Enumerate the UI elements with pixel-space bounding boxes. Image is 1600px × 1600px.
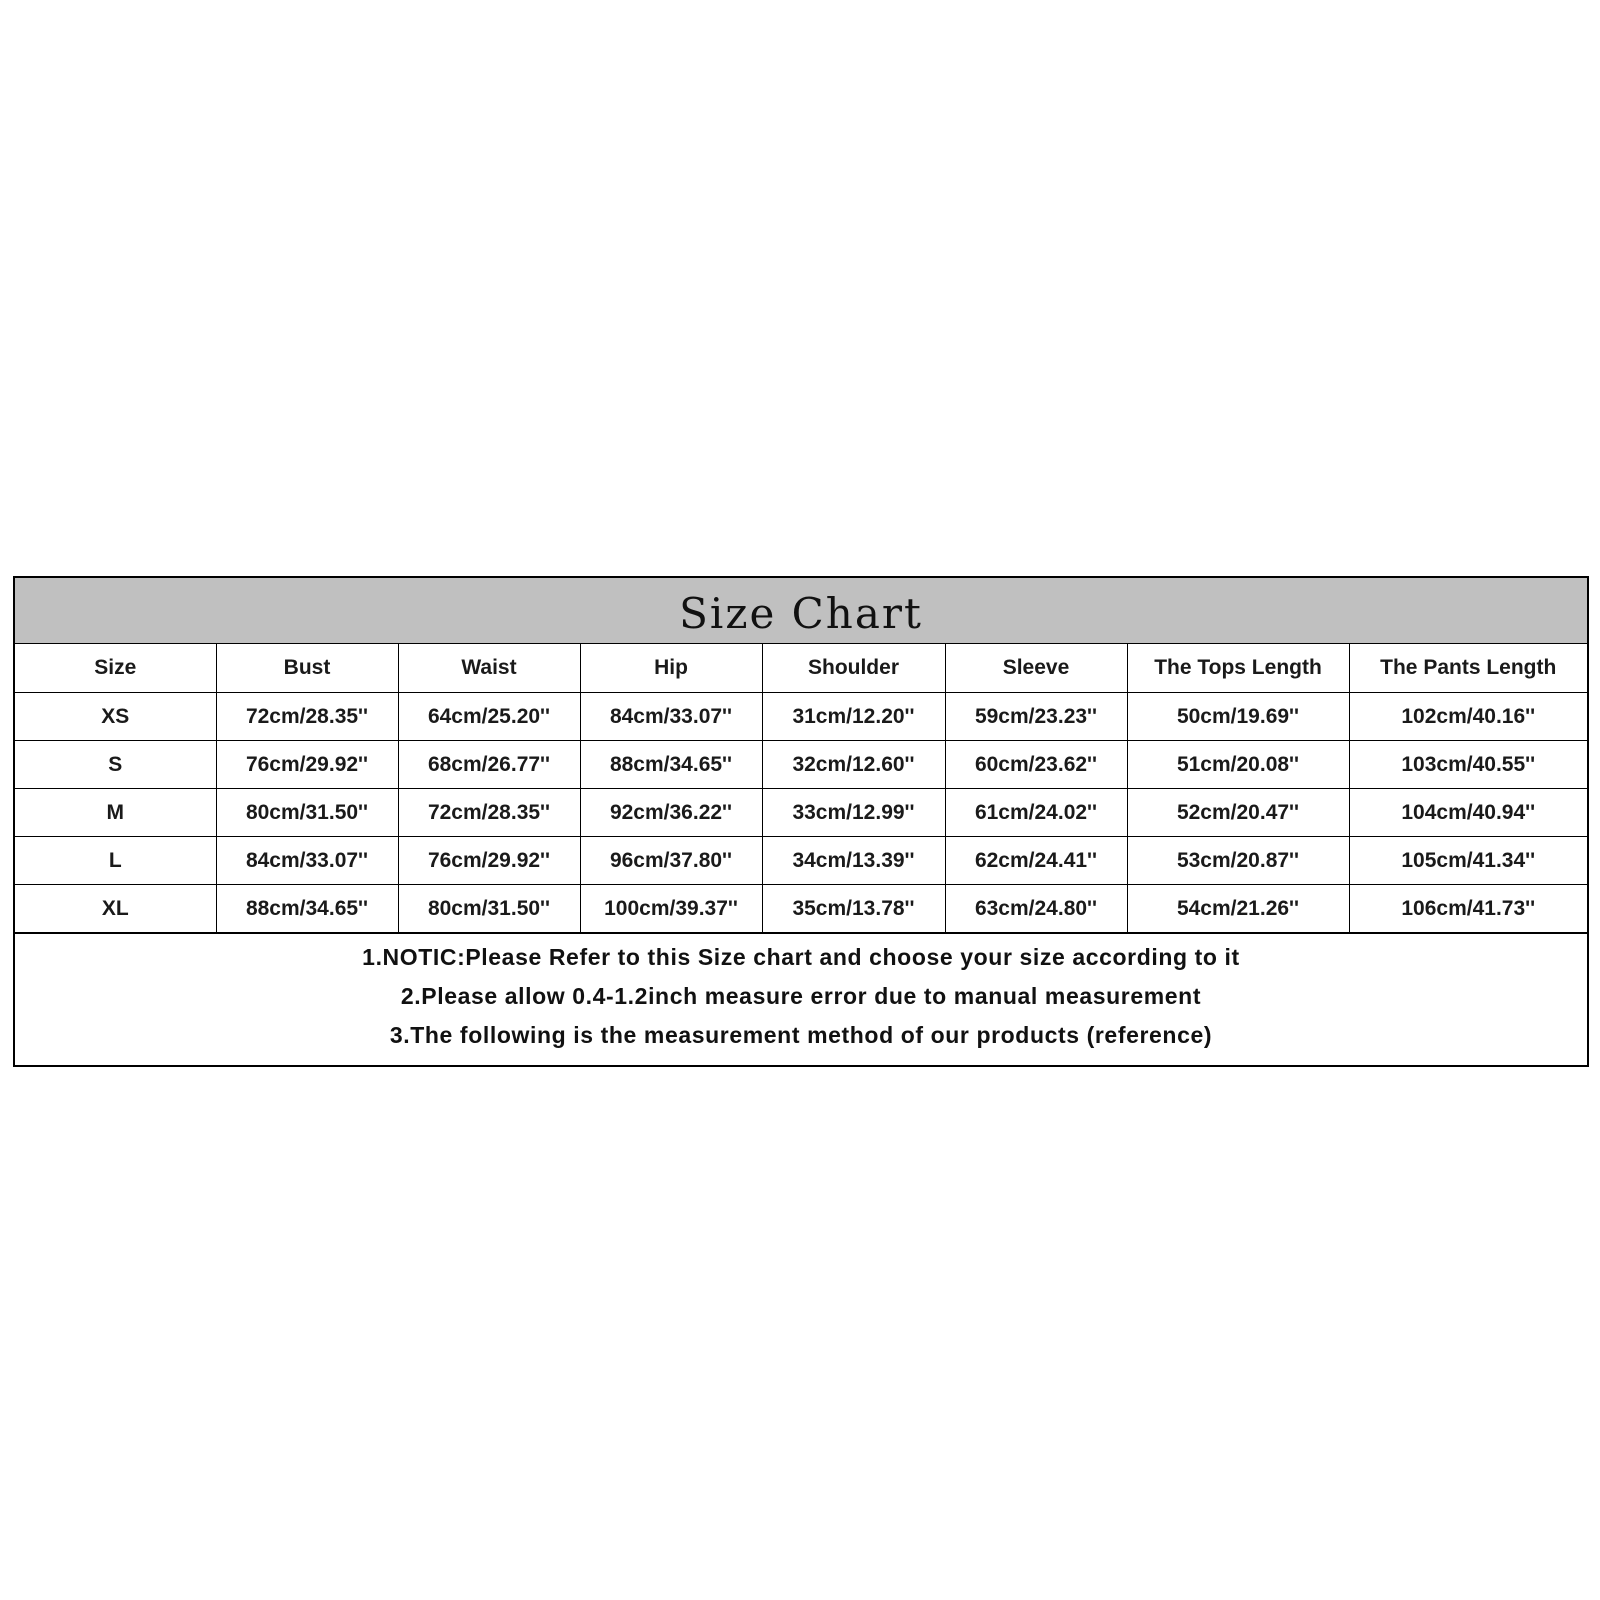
size-table xyxy=(15,644,1587,933)
table-row xyxy=(15,741,1587,789)
pants-length-cell: 105cm/41.34'' xyxy=(1349,837,1587,885)
waist-cell: 68cm/26.77'' xyxy=(398,741,580,789)
tops-length-cell: 54cm/21.26'' xyxy=(1127,885,1349,933)
note-line: 1.NOTIC:Please Refer to this Size chart and choose your size according to it xyxy=(362,944,1240,970)
pants-length-cell: 103cm/40.55'' xyxy=(1349,741,1587,789)
bust-cell: 88cm/34.65'' xyxy=(216,885,398,933)
shoulder-cell: 33cm/12.99'' xyxy=(762,789,945,837)
column-header-shoulder: Shoulder xyxy=(762,644,945,693)
column-header-tops-length: The Tops Length xyxy=(1127,644,1349,693)
hip-cell: 88cm/34.65'' xyxy=(580,741,762,789)
table-row xyxy=(15,693,1587,741)
note-line: 3.The following is the measurement method of our products (reference) xyxy=(389,1022,1213,1048)
column-header-size: Size xyxy=(15,644,216,693)
sleeve-cell: 59cm/23.23'' xyxy=(945,693,1127,741)
tops-length-cell: 52cm/20.47'' xyxy=(1127,789,1349,837)
shoulder-cell: 35cm/13.78'' xyxy=(762,885,945,933)
size-cell: XS xyxy=(15,693,216,741)
pants-length-cell: 102cm/40.16'' xyxy=(1349,693,1587,741)
waist-cell: 72cm/28.35'' xyxy=(398,789,580,837)
shoulder-cell: 34cm/13.39'' xyxy=(762,837,945,885)
size-chart xyxy=(13,576,1589,1067)
table-row xyxy=(15,885,1587,933)
column-header-sleeve: Sleeve xyxy=(945,644,1127,693)
notes-section xyxy=(15,933,1587,1065)
waist-cell: 76cm/29.92'' xyxy=(398,837,580,885)
column-header-waist: Waist xyxy=(398,644,580,693)
bust-cell: 72cm/28.35'' xyxy=(216,693,398,741)
waist-cell: 80cm/31.50'' xyxy=(398,885,580,933)
table-row xyxy=(15,837,1587,885)
table-row xyxy=(15,789,1587,837)
column-header-pants-length: The Pants Length xyxy=(1349,644,1587,693)
waist-cell: 64cm/25.20'' xyxy=(398,693,580,741)
column-header-bust: Bust xyxy=(216,644,398,693)
sleeve-cell: 63cm/24.80'' xyxy=(945,885,1127,933)
hip-cell: 96cm/37.80'' xyxy=(580,837,762,885)
tops-length-cell: 50cm/19.69'' xyxy=(1127,693,1349,741)
chart-title: Size Chart xyxy=(15,578,1587,644)
bust-cell: 76cm/29.92'' xyxy=(216,741,398,789)
hip-cell: 100cm/39.37'' xyxy=(580,885,762,933)
size-cell: XL xyxy=(15,885,216,933)
hip-cell: 84cm/33.07'' xyxy=(580,693,762,741)
bust-cell: 80cm/31.50'' xyxy=(216,789,398,837)
tops-length-cell: 51cm/20.08'' xyxy=(1127,741,1349,789)
shoulder-cell: 31cm/12.20'' xyxy=(762,693,945,741)
size-cell: M xyxy=(15,789,216,837)
pants-length-cell: 106cm/41.73'' xyxy=(1349,885,1587,933)
size-cell: L xyxy=(15,837,216,885)
sleeve-cell: 62cm/24.41'' xyxy=(945,837,1127,885)
pants-length-cell: 104cm/40.94'' xyxy=(1349,789,1587,837)
bust-cell: 84cm/33.07'' xyxy=(216,837,398,885)
header-row xyxy=(15,644,1587,693)
hip-cell: 92cm/36.22'' xyxy=(580,789,762,837)
sleeve-cell: 60cm/23.62'' xyxy=(945,741,1127,789)
note-line: 2.Please allow 0.4-1.2inch measure error due to manual measurement xyxy=(400,983,1202,1009)
column-header-hip: Hip xyxy=(580,644,762,693)
sleeve-cell: 61cm/24.02'' xyxy=(945,789,1127,837)
shoulder-cell: 32cm/12.60'' xyxy=(762,741,945,789)
size-cell: S xyxy=(15,741,216,789)
tops-length-cell: 53cm/20.87'' xyxy=(1127,837,1349,885)
